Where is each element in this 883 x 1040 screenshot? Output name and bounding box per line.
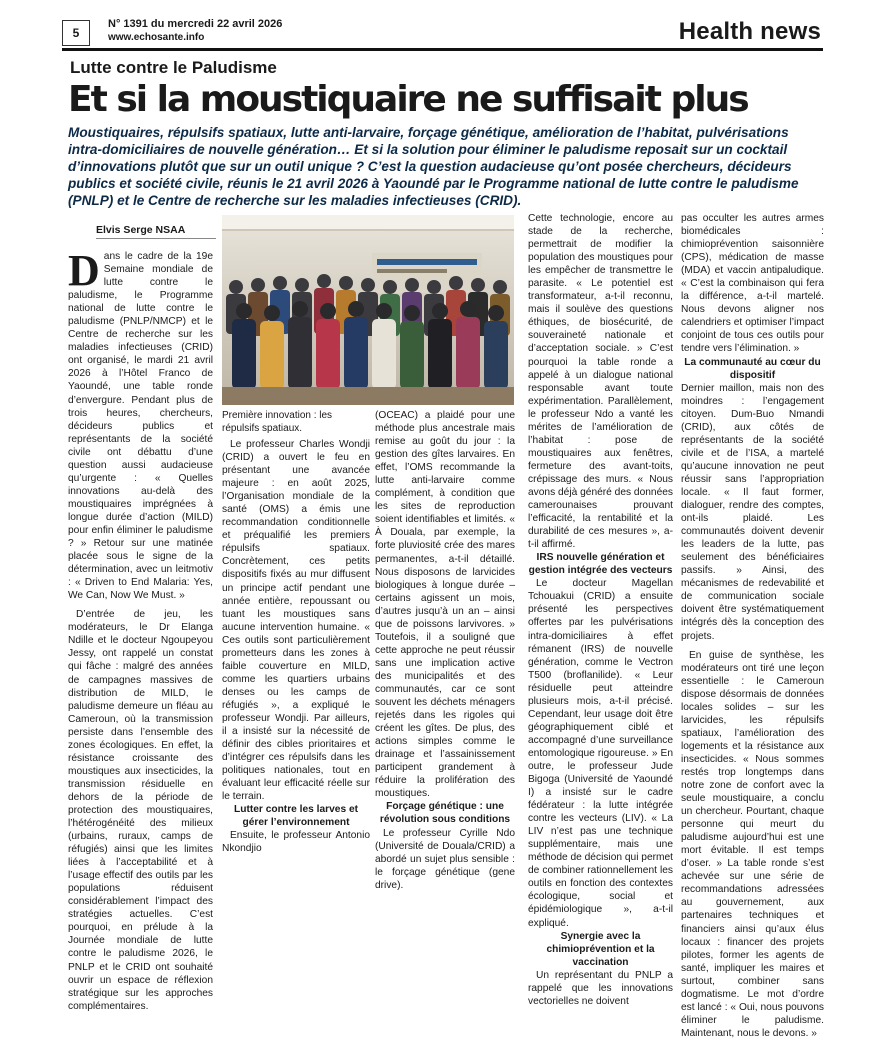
article-lead: Moustiquaires, répulsifs spatiaux, lutte anti-larvaire, forçage génétique, amélioration de l’habitat, pulvérisations intra-domiciliaires de nouvelle génération… Et si la solution pour éliminer le paludisme reposait sur un cocktail d’innovations plutôt que sur un outil unique ? C’est la question audacieuse qu’ont posée chercheurs, décideurs publics et société civile, réunis le 21 avril 2026 à Yaoundé par le Programme national de lutte contre le paludisme (PNLP) et le Centre de recherche sur les maladies infectieuses (CRID). <box>68 125 799 208</box>
col4-paragraph-2: Le docteur Magellan Tchouakui (CRID) a ensuite présenté les perspectives offertes par les pulvérisations intra-domiciliaires à effet rémanent (IRS) de nouvelle génération, comme le Vectron T500 (broflanilide). « Leur résiduelle peut atteindre plusieurs mois, a-t-il précisé. Cependant, leur usage doit être géographiquement ciblé et accompagné d’une surveillance entomologique rigoureuse. » En outre, le professeur Jude Bigoga (Université de Yaoundé I) a insisté sur le cadre fédérateur : la lutte intégrée contre les vecteurs (LIV). « La LIV n’est pas une technique supplémentaire, mais une méthode de décision qui permet de combiner rationnellement les outils en fonction des contextes écologique, social et épidémiologique », a-t-il expliqué. <box>528 578 673 929</box>
col2-subheading: Lutter contre les larves et gérer l’environnement <box>234 804 358 829</box>
issue-line: N° 1391 du mercredi 22 avril 2026 <box>108 18 283 30</box>
article-photo <box>222 215 514 405</box>
col3-paragraph-1: (OCEAC) a plaidé pour une méthode plus ancestrale mais remise au goût du jour : la gestion des gîtes larvaires. En effet, l’OMS recommande la lutte anti-larvaire comme complément, à condition que les sites de reproduction soient identifiables et limités. « À Douala, par exemple, la forte pluviosité crée des mares permanentes, a-t-il détaillé. Nous disposons de larvicides biologiques à longue durée – certains agissent un mois, d’autres jusqu’à un an – ainsi que de poissons larvivores. » Toutefois, il a souligné que cette approche ne peut réussir sans une implication active des municipalités et des communautés, car ce sont souvent les déchets ménagers rejetés dans les rigoles qui créent les gîtes. De plus, des actions simples comme le drainage et l’assainissement participent grandement à réduire la prolifération des moustiques. <box>375 410 515 800</box>
column-1 <box>68 246 213 1012</box>
column-3 <box>375 409 515 891</box>
col5-subheading: La communauté au cœur du dispositif <box>684 356 821 381</box>
col2-paragraph-1: Le professeur Charles Wondji (CRID) a ouvert le feu en présentant une avancée majeure : en août 2025, l’Organisation mondiale de la santé (OMS) a émis une recommandation conditionnelle et préqualifié les premiers répulsifs spatiaux. Concrètement, ces petits dispositifs fixés au mur diffusent un principe actif pendant une année entière, repoussant ou tuant les moustiques sans aucune intervention humaine. « Ces outils sont particulièrement prometteurs dans les zones à faible couverture en MILD, comme les quartiers urbains denses ou les camps de réfugiés », a expliqué le professeur Wondji. Par ailleurs, il a insisté sur la nécessité de définir des cibles prioritaires et d’intégrer ces répulsifs dans les politiques nationales, tout en évaluant leur efficacité réelle sur le terrain. <box>222 439 370 803</box>
article-author: Elvis Serge NSAA <box>96 224 216 239</box>
col4-paragraph-1: Cette technologie, encore au stade de la recherche, permettrait de modifier la population des moustiques pour les empêcher de transmettre le parasite. « Le potentiel est transformateur, a-t-il reconnu, mais il soulève des questions éthiques, de biosécurité, de souveraineté nationale et d’acceptation sociale. » C’est pourquoi la table ronde a appelé à un dialogue national responsable avant toute expérimentation. Parallèlement, le professeur Ndo a vanté les mérites de l’amélioration de l’habitat : pose de moustiquaires aux fenêtres, fermeture des avant-toits, crépissage des murs. « Nous avons déjà généré des données camerounaises prouvant l’efficacité, la rentabilité et la durabilité de ces mesures », a-t-il affirmé. <box>528 213 674 551</box>
page-number: 5 <box>72 26 80 40</box>
col5-paragraph-3: En guise de synthèse, les modérateurs ont tiré une leçon essentielle : le Cameroun dispose désormais de données locales solides – sur les larvicides, les répulsifs spatiaux, l’amélioration des logements et la résistance aux insecticides. « Nous sommes restés trop longtemps dans notre zone de confort avec la seule moustiquaire, a conclu un chercheur. Pourtant, chaque personne qui meurt du paludisme aujourd’hui est une mort évitable. Il est temps d’oser. » La table ronde s’est achevée sur une série de recommandations adressées au gouvernement, aux partenaires techniques et financiers ainsi qu’aux élus locaux : financer des projets pilotes, former les agents de santé, impliquer les maires et surtout, combiner sans dogmatisme. Le mot d’ordre est lancé : « Oui, nous pouvons éliminer le paludisme. Maintenant, nous le devons. » <box>681 649 824 1039</box>
col3-paragraph-2: Le professeur Cyrille Ndo (Université de Douala/CRID) a abordé un sujet plus sensible : le forçage génétique (gene drive). <box>375 827 515 891</box>
column-2 <box>222 438 370 855</box>
col4-paragraph-3: Un représentant du PNLP a rappelé que les innovations vectorielles ne doivent <box>528 969 673 1007</box>
column-4 <box>528 212 674 1007</box>
column-5 <box>681 212 824 1039</box>
col1-paragraph-1-text: ans le cadre de la 19e Semaine mondiale de lutte contre le paludisme, le Programme national de lutte contre le paludisme (PNLP/NMCP) et le Centre de recherche sur les maladies infectieuses (CRID) ont organisé, le mardi 21 avril 2026 à l’Hôtel Franco de Yaoundé, une table ronde d’envergure. Pendant plus de trois heures, chercheurs, décideurs publics et représentants de la société civile ont débattu d’une question aussi audacieuse qu’urgente : « Quelles innovations au-delà des moustiquaires imprégnées à longue durée d’action (MILD) pour enfin éliminer le paludisme ? » Retour sur une matinée placée sous le signe de la détermination, avec un leitmotiv : « Driven to End Malaria: Yes, We Can, Now We Must. » <box>68 251 213 602</box>
photo-caption: Première innovation : les répulsifs spatiaux. <box>222 410 333 434</box>
col5-paragraph-1: pas occulter les autres armes biomédicales : chimioprévention saisonnière (CPS), médication de masse (MDA) et vaccin antipaludique. « C’est la combinaison qui fera la différence, a-t-il martelé. Nous devons aligner nos calendriers et optimiser l’impact conjoint de tous ces outils pour tendre vers l’élimination. » <box>681 213 824 355</box>
group-photo-illustration <box>222 215 514 405</box>
page-number-box <box>62 20 90 46</box>
col4-subheading-2: Synergie avec la chimioprévention et la vaccination <box>546 930 655 968</box>
col3-subheading: Forçage génétique : une révolution sous conditions <box>379 801 511 826</box>
section-title: Health news <box>678 18 821 45</box>
col5-paragraph-2: Dernier maillon, mais non des moindres : l’engagement citoyen. Dum-Buo Nmandi (CRID), aux côtés de représentants de la société civile et de l’ISA, a martelé qu’aucune innovation ne peut réussir sans l’appropriation locale. « Il faut former, dialoguer, rendre des comptes, ont-ils plaidé. Les communautés doivent devenir les leaders de la lutte, pas seulement des bénéficiaires passifs. » Ainsi, des mécanismes de redevabilité et de communication sociale doivent être systématiquement intégrés dès la conception des projets. <box>681 382 824 642</box>
drop-cap: D <box>68 246 100 295</box>
website-url[interactable]: www.echosante.info <box>108 32 205 43</box>
col1-paragraph-2: D’entrée de jeu, les modérateurs, le Dr Elanga Ndille et le docteur Ngoupeyou Jessy, ont rappelé un constat qui fâche : malgré des années de campagnes massives de distribution de MILD, le paludisme demeure un fléau au Cameroun, où la transmission persiste dans l’ensemble des zones écologiques. En effet, la résistance croissante des moustiques aux insecticides, la transmission résiduelle en dehors de la période de protection des moustiquaires, l’hétérogénéité des milieux (urbains, ruraux, camps de réfugiés) ainsi que les limites liées à l’acceptabilité et à l’usage effectif des outils par les populations réduisent considérablement l’impact des stratégies actuelles. C’est pourquoi, en prélude à la Journée mondiale de lutte contre le paludisme 2026, le PNLP et le CRID ont souhaité ouvrir un espace de réflexion stratégique sur les approches complémentaires. <box>68 609 213 1012</box>
col2-paragraph-2: Ensuite, le professeur Antonio Nkondjio <box>222 830 370 855</box>
col4-subheading-1: IRS nouvelle génération et gestion intégrée des vecteurs <box>528 552 673 577</box>
article-headline: Et si la moustiquaire ne suffisait plus <box>68 79 748 120</box>
header-rule <box>62 48 823 51</box>
col1-paragraph-1 <box>68 246 213 602</box>
article-kicker: Lutte contre le Paludisme <box>70 58 277 77</box>
